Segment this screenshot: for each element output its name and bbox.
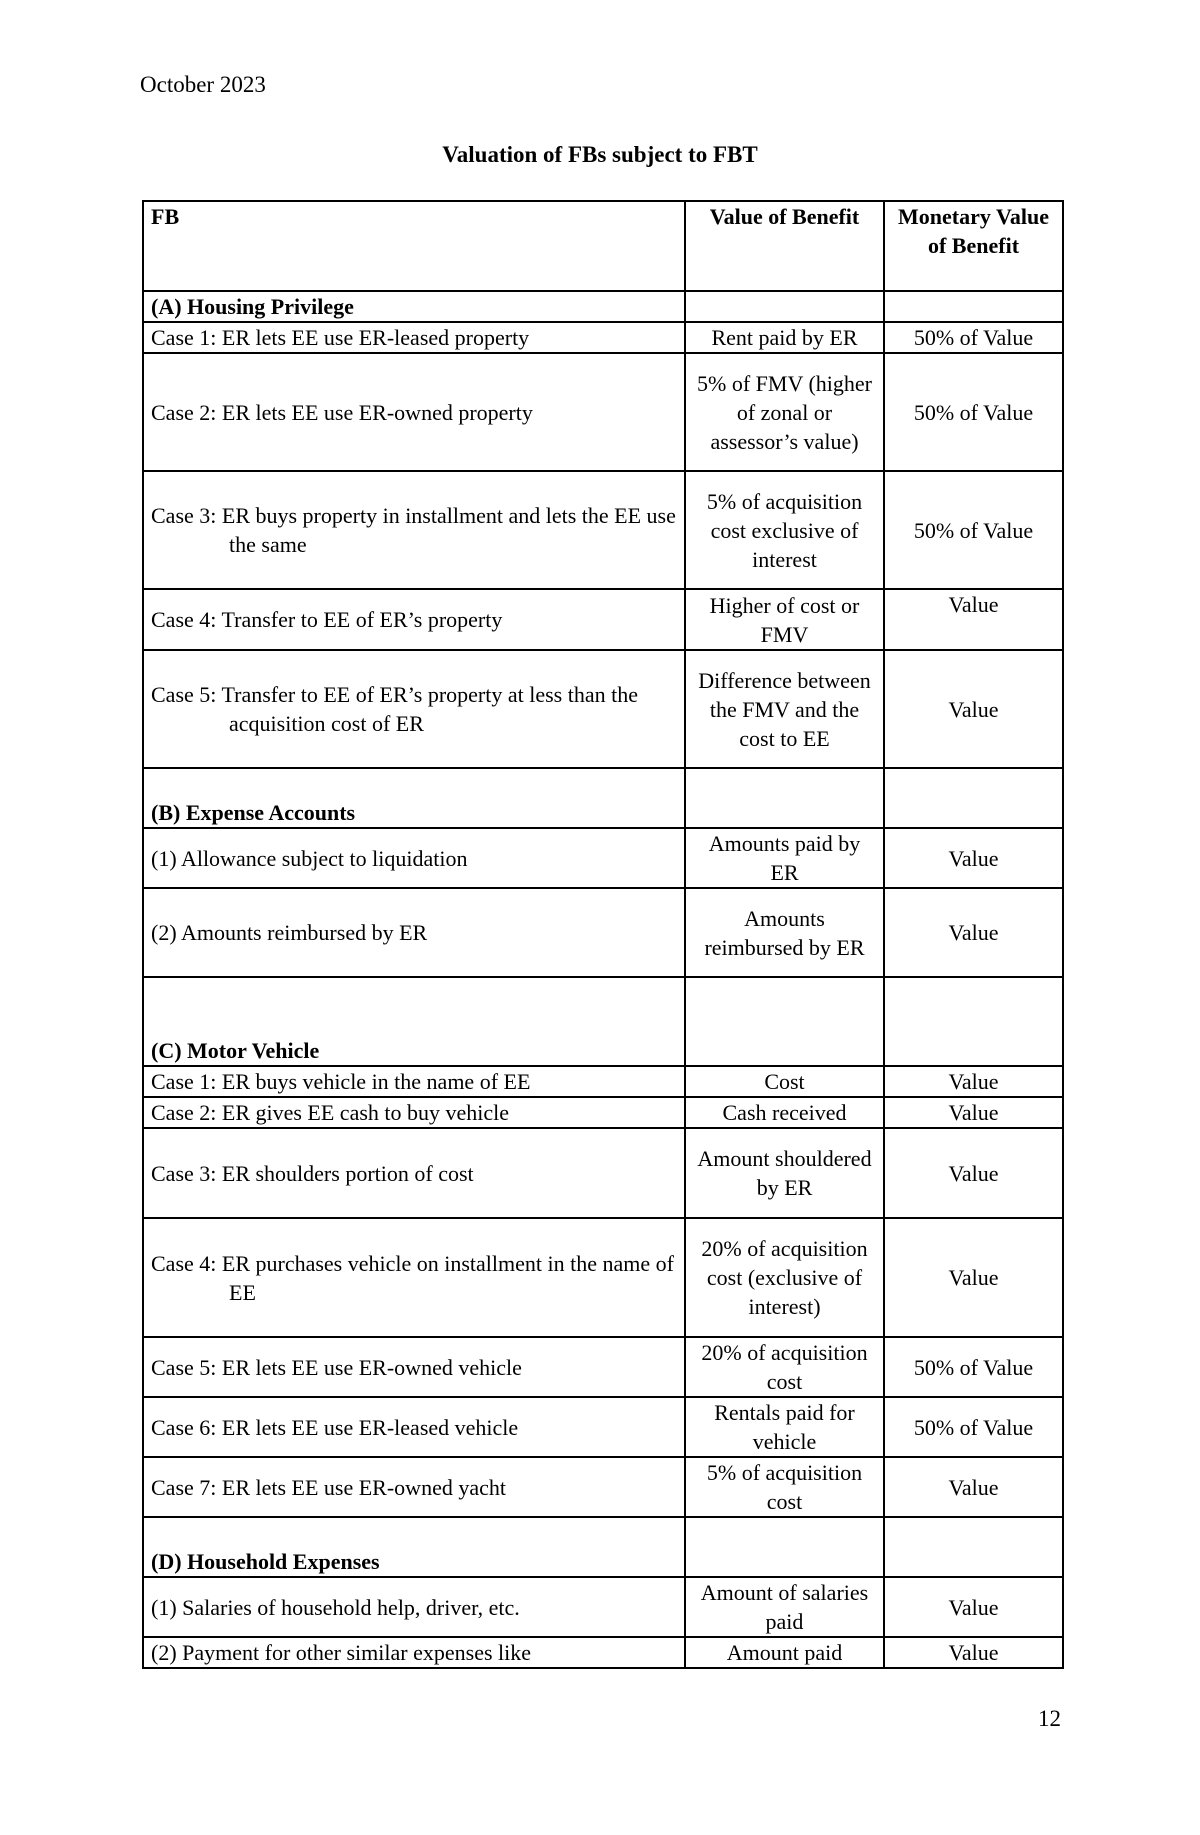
section-header-row [143,768,1063,828]
fb-cell [143,471,685,589]
table-row [143,828,1063,888]
monetary-cell: Value [884,828,1063,888]
fb-cell: (1) Salaries of household help, driver, etc. [143,1577,685,1637]
monetary-cell: 50% of Value [884,322,1063,353]
value-cell: 5% of acquisition cost [685,1457,884,1517]
section-header-row [143,977,1063,1066]
value-cell: Difference between the FMV and the cost to EE [685,650,884,768]
table-row [143,1066,1063,1097]
monetary-cell: 50% of Value [884,1397,1063,1457]
fb-text: Case 3: ER buys property in installment and lets the EE use the same [151,503,676,557]
fb-cell: (2) Payment for other similar expenses like [143,1637,685,1668]
monetary-cell: Value [884,589,1063,650]
table-row [143,353,1063,471]
fb-text: Case 4: ER purchases vehicle on installment in the name of EE [151,1250,674,1305]
value-cell: Amounts paid by ER [685,828,884,888]
fb-cell: Case 3: ER shoulders portion of cost [143,1128,685,1218]
fb-cell: (2) Amounts reimbursed by ER [143,888,685,977]
table-row [143,1218,1063,1337]
value-cell: Rent paid by ER [685,322,884,353]
fb-cell: Case 2: ER lets EE use ER-owned property [143,353,685,471]
fb-cell: Case 5: ER lets EE use ER-owned vehicle [143,1337,685,1397]
value-cell: Amount shouldered by ER [685,1128,884,1218]
table-row [143,589,1063,650]
fb-cell: Case 7: ER lets EE use ER-owned yacht [143,1457,685,1517]
table-row [143,888,1063,977]
table-row [143,1337,1063,1397]
value-cell: Amounts reimbursed by ER [685,888,884,977]
section-title-motor-vehicle: (C) Motor Vehicle [143,977,685,1066]
page-number: 12 [1038,1706,1061,1731]
monetary-cell: Value [884,1637,1063,1668]
fb-cell: Case 2: ER gives EE cash to buy vehicle [143,1097,685,1128]
value-cell: Cash received [685,1097,884,1128]
fb-cell: Case 1: ER buys vehicle in the name of EE [143,1066,685,1097]
column-header-monetary-value: Monetary Value of Benefit [884,201,1063,291]
table-row [143,650,1063,768]
value-cell: 20% of acquisition cost (exclusive of interest) [685,1218,884,1337]
monetary-cell: Value [884,1218,1063,1337]
table-row [143,1097,1063,1128]
monetary-cell: 50% of Value [884,471,1063,589]
section-header-row [143,291,1063,322]
fb-cell: Case 4: Transfer to EE of ER’s property [143,589,685,650]
document-date: October 2023 [140,72,266,97]
table-row [143,1457,1063,1517]
value-cell: Amount of salaries paid [685,1577,884,1637]
monetary-cell: Value [884,888,1063,977]
monetary-cell: Value [884,650,1063,768]
monetary-cell: 50% of Value [884,1337,1063,1397]
value-cell: 5% of FMV (higher of zonal or assessor’s value) [685,353,884,471]
monetary-cell: Value [884,1097,1063,1128]
fb-cell: Case 6: ER lets EE use ER-leased vehicle [143,1397,685,1457]
table-header-row [143,201,1063,291]
value-cell: Rentals paid for vehicle [685,1397,884,1457]
section-title-expense-accounts: (B) Expense Accounts [143,768,685,828]
fb-cell [143,650,685,768]
table-row [143,1128,1063,1218]
value-cell: 20% of acquisition cost [685,1337,884,1397]
page-title: Valuation of FBs subject to FBT [442,142,758,167]
column-header-fb: FB [143,201,685,291]
monetary-cell: 50% of Value [884,353,1063,471]
monetary-cell: Value [884,1128,1063,1218]
table-row [143,1397,1063,1457]
fb-text: Case 5: Transfer to EE of ER’s property at less than the acquisition cost of ER [151,682,638,736]
section-title-household-expenses: (D) Household Expenses [143,1517,685,1577]
table-row [143,1577,1063,1637]
value-cell: 5% of acquisition cost exclusive of interest [685,471,884,589]
monetary-cell: Value [884,1066,1063,1097]
column-header-value-of-benefit: Value of Benefit [685,201,884,291]
value-cell: Amount paid [685,1637,884,1668]
section-header-row [143,1517,1063,1577]
value-cell: Higher of cost or FMV [685,589,884,650]
monetary-cell: Value [884,1457,1063,1517]
table-row [143,471,1063,589]
fb-cell [143,1218,685,1337]
table-row [143,1637,1063,1668]
table-row [143,322,1063,353]
monetary-cell: Value [884,1577,1063,1637]
fb-cell: Case 1: ER lets EE use ER-leased property [143,322,685,353]
fb-cell: (1) Allowance subject to liquidation [143,828,685,888]
fbt-valuation-table [142,200,1064,1669]
value-cell: Cost [685,1066,884,1097]
section-title-housing: (A) Housing Privilege [143,291,685,322]
